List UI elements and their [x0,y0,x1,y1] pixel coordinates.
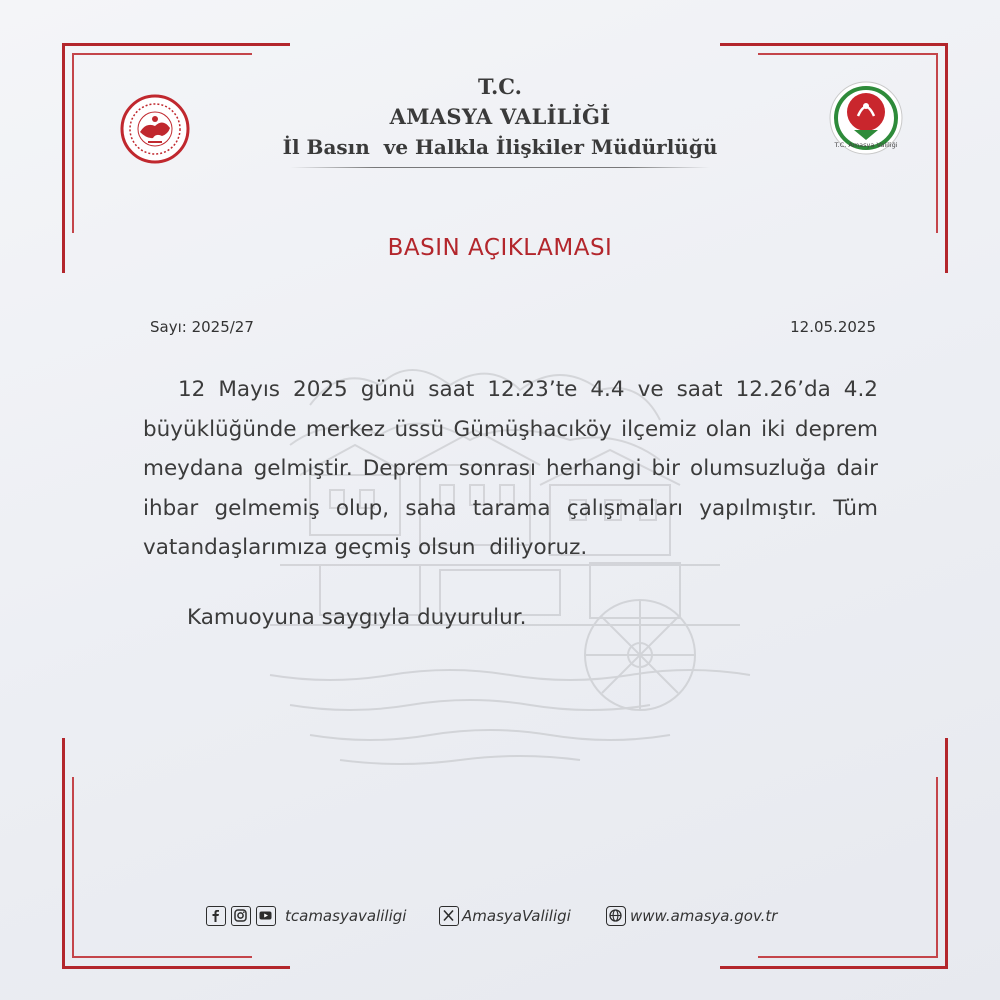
frame-bottom-left-h2 [72,956,252,958]
statement-paragraph: 12 Mayıs 2025 günü saat 12.23’te 4.4 ve saat 12.26’da 4.2 büyüklüğünde merkez üssü Gümüşhacıköy ilçemiz olan iki deprem meydana gelmiştir. Deprem sonrası herhangi bir olumsuzluğa dair ihbar gelmemiş olup, saha tarama çalışmaları yapılmıştır. Tüm vatandaşlarımıza geçmiş olsun diliyoruz. [143,377,885,560]
instagram-icon[interactable] [231,906,251,926]
frame-bottom-left-h [62,966,290,969]
footer-contacts [0,906,1000,928]
social-handle-text[interactable]: tcamasyavaliligi [285,907,407,925]
globe-icon[interactable] [606,906,626,926]
frame-bottom-right-v2 [936,777,938,957]
header-divider [290,167,710,168]
frame-bottom-left-v [62,738,65,969]
letterhead [0,72,1000,162]
statement-body [143,370,885,568]
frame-top-left-h2 [72,53,252,55]
header-line-directorate: İl Basın ve Halkla İlişkiler Müdürlüğü [282,135,718,159]
frame-bottom-right-h [720,966,948,969]
statement-closing: Kamuoyuna saygıyla duyurulur. [187,605,527,630]
document-date: 12.05.2025 [790,318,876,336]
youtube-icon[interactable] [256,906,276,926]
right-logo-caption: T.C. Amasya Valiliği [834,141,898,149]
header-line-tc: T.C. [478,74,522,99]
frame-bottom-right-h2 [758,956,938,958]
facebook-icon[interactable] [206,906,226,926]
document-title: BASIN AÇIKLAMASI [387,235,613,261]
frame-bottom-right-v [945,738,948,969]
frame-top-left-h [62,43,290,46]
x-twitter-icon[interactable] [439,906,459,926]
document-number: Sayı: 2025/27 [150,318,254,336]
header-line-governorship: AMASYA VALİLİĞİ [389,104,611,129]
frame-top-right-h [720,43,948,46]
frame-top-right-h2 [758,53,938,55]
x-handle-text[interactable]: AmasyaValiligi [462,907,571,925]
website-text[interactable]: www.amasya.gov.tr [630,907,778,925]
frame-bottom-left-v2 [72,777,74,957]
